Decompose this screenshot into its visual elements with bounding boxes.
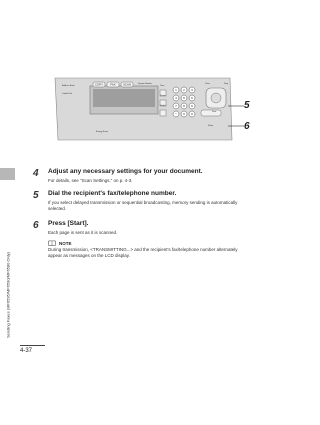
note-line: appear as messages on the LCD display. bbox=[48, 253, 130, 258]
keypad-label: 3 bbox=[191, 88, 193, 92]
step-line: For details, see "Scan Settings," on p. 4-3. bbox=[48, 178, 133, 183]
step-line: If you select delayed transmission or sequential broadcasting, memory sending is automatically bbox=[48, 200, 238, 205]
note-label: NOTE bbox=[59, 240, 72, 246]
keypad-label: 4 bbox=[175, 96, 177, 100]
panel-small-label: Start bbox=[212, 111, 217, 113]
callout-step-6: 6 bbox=[244, 121, 250, 132]
step-number: 4 bbox=[33, 168, 39, 179]
keypad-label: * bbox=[175, 112, 177, 116]
panel-small-label: System Monitor bbox=[138, 83, 152, 85]
keypad-label: # bbox=[191, 112, 193, 116]
keypad-label: 8 bbox=[183, 104, 185, 108]
control-panel-illustration bbox=[0, 0, 300, 160]
panel-small-label: Address Book bbox=[62, 85, 75, 87]
panel-button-label: COPY bbox=[95, 82, 103, 87]
note-line: During transmission, <TRANSMITTING...> and the recipient's fax/telephone number alternately bbox=[48, 247, 238, 252]
panel-button-label: FAX bbox=[110, 82, 116, 87]
step-body bbox=[48, 200, 278, 212]
panel-small-label: Pause bbox=[160, 95, 166, 97]
callout-step-5: 5 bbox=[244, 100, 250, 111]
panel-button-label: SCAN bbox=[123, 82, 131, 87]
step-title: Adjust any necessary settings for your document. bbox=[48, 168, 203, 175]
panel-small-label: Clear bbox=[205, 83, 210, 85]
panel-small-label: Tone bbox=[160, 85, 165, 87]
step-6 bbox=[33, 220, 278, 259]
chapter-sidebar-text: Sending Faxes (MF6595/MF6590/MF6580 Only) bbox=[5, 251, 11, 339]
keypad-label: 7 bbox=[175, 104, 177, 108]
note-body bbox=[48, 247, 278, 259]
chapter-sidebar bbox=[3, 195, 13, 395]
page-number: 4-37 bbox=[20, 348, 33, 354]
panel-small-label: Reset bbox=[208, 125, 214, 127]
panel-small-label: Stop bbox=[224, 83, 229, 85]
step-number: 6 bbox=[33, 220, 39, 231]
note-heading bbox=[48, 240, 278, 246]
keypad-label: 1 bbox=[175, 88, 177, 92]
step-body bbox=[48, 178, 278, 184]
step-title: Press [Start]. bbox=[48, 220, 89, 227]
step-5 bbox=[33, 190, 278, 212]
footer-rule bbox=[20, 345, 45, 346]
step-body bbox=[48, 230, 278, 236]
step-line: selected. bbox=[48, 206, 67, 211]
panel-small-label: Coded Dial bbox=[62, 93, 72, 95]
panel-small-label: Redial bbox=[160, 105, 166, 107]
keypad-label: 9 bbox=[191, 104, 193, 108]
step-number: 5 bbox=[33, 190, 39, 201]
keypad-label: 2 bbox=[183, 88, 185, 92]
keypad-label: 0 bbox=[183, 112, 185, 116]
keypad-label: 5 bbox=[183, 96, 185, 100]
keypad-label: 6 bbox=[191, 96, 193, 100]
step-4 bbox=[33, 168, 278, 184]
step-line: Each page is sent as it is scanned. bbox=[48, 230, 118, 235]
panel-small-label: Energy Saver bbox=[96, 131, 109, 133]
step-title: Dial the recipient's fax/telephone number. bbox=[48, 190, 177, 197]
note-icon bbox=[48, 240, 56, 246]
chapter-tab bbox=[0, 168, 15, 180]
